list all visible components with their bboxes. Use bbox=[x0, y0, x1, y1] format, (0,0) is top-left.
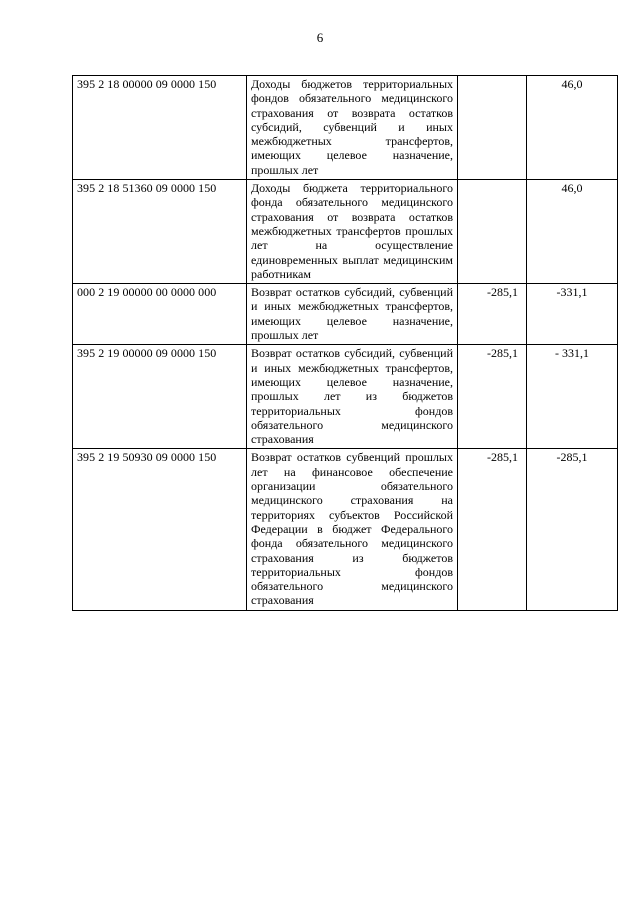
budget-code-cell: 000 2 19 00000 00 0000 000 bbox=[73, 284, 247, 345]
budget-classification-table bbox=[72, 75, 618, 611]
income-name-text: Возврат остатков субсидий, субвенций и иных межбюджетных трансфертов, имеющих целевое назначение, прошлых лет из бюджетов территориальных фондов обязательного медицинского страхования bbox=[251, 346, 453, 447]
income-name-cell bbox=[247, 284, 458, 345]
amount-cell-second: 46,0 bbox=[527, 76, 618, 180]
amount-cell-first: -285,1 bbox=[458, 284, 527, 345]
table-row bbox=[73, 345, 618, 449]
budget-code-cell: 395 2 18 51360 09 0000 150 bbox=[73, 180, 247, 284]
amount-cell-second: 46,0 bbox=[527, 180, 618, 284]
budget-code-cell: 395 2 18 00000 09 0000 150 bbox=[73, 76, 247, 180]
income-name-cell bbox=[247, 180, 458, 284]
table-row bbox=[73, 284, 618, 345]
income-name-text: Возврат остатков субсидий, субвенций и иных межбюджетных трансфертов, имеющих целевое назначение, прошлых лет bbox=[251, 285, 453, 343]
income-name-cell bbox=[247, 345, 458, 449]
budget-code-cell: 395 2 19 50930 09 0000 150 bbox=[73, 449, 247, 610]
table-row bbox=[73, 449, 618, 610]
amount-cell-first bbox=[458, 180, 527, 284]
amount-cell-first bbox=[458, 76, 527, 180]
income-name-text: Доходы бюджетов территориальных фондов обязательного медицинского страхования от возврата остатков субсидий, субвенций и иных межбюджетных трансфертов, имеющих целевое назначение, прошлых лет bbox=[251, 77, 453, 177]
table-row bbox=[73, 180, 618, 284]
income-name-text: Доходы бюджета территориального фонда обязательного медицинского страхования от возврата остатков межбюджетных трансфертов прошлых лет на осуществление единовременных выплат медицинским работникам bbox=[251, 181, 453, 281]
income-name-cell bbox=[247, 449, 458, 610]
page-number: 6 bbox=[316, 30, 324, 45]
budget-code-cell: 395 2 19 00000 09 0000 150 bbox=[73, 345, 247, 449]
amount-cell-second: -331,1 bbox=[527, 284, 618, 345]
amount-cell-first: -285,1 bbox=[458, 449, 527, 610]
table-row bbox=[73, 76, 618, 180]
amount-cell-second: -285,1 bbox=[527, 449, 618, 610]
amount-cell-first: -285,1 bbox=[458, 345, 527, 449]
income-name-text: Возврат остатков субвенций прошлых лет на финансовое обеспечение организации обязательного медицинского страхования на территориях субъектов Российской Федерации в бюджет Федерального фонда обязательного медицинского страхования из бюджетов территориальных фондов обязательного медицинского страхования bbox=[251, 450, 453, 608]
income-name-cell bbox=[247, 76, 458, 180]
amount-cell-second: - 331,1 bbox=[527, 345, 618, 449]
